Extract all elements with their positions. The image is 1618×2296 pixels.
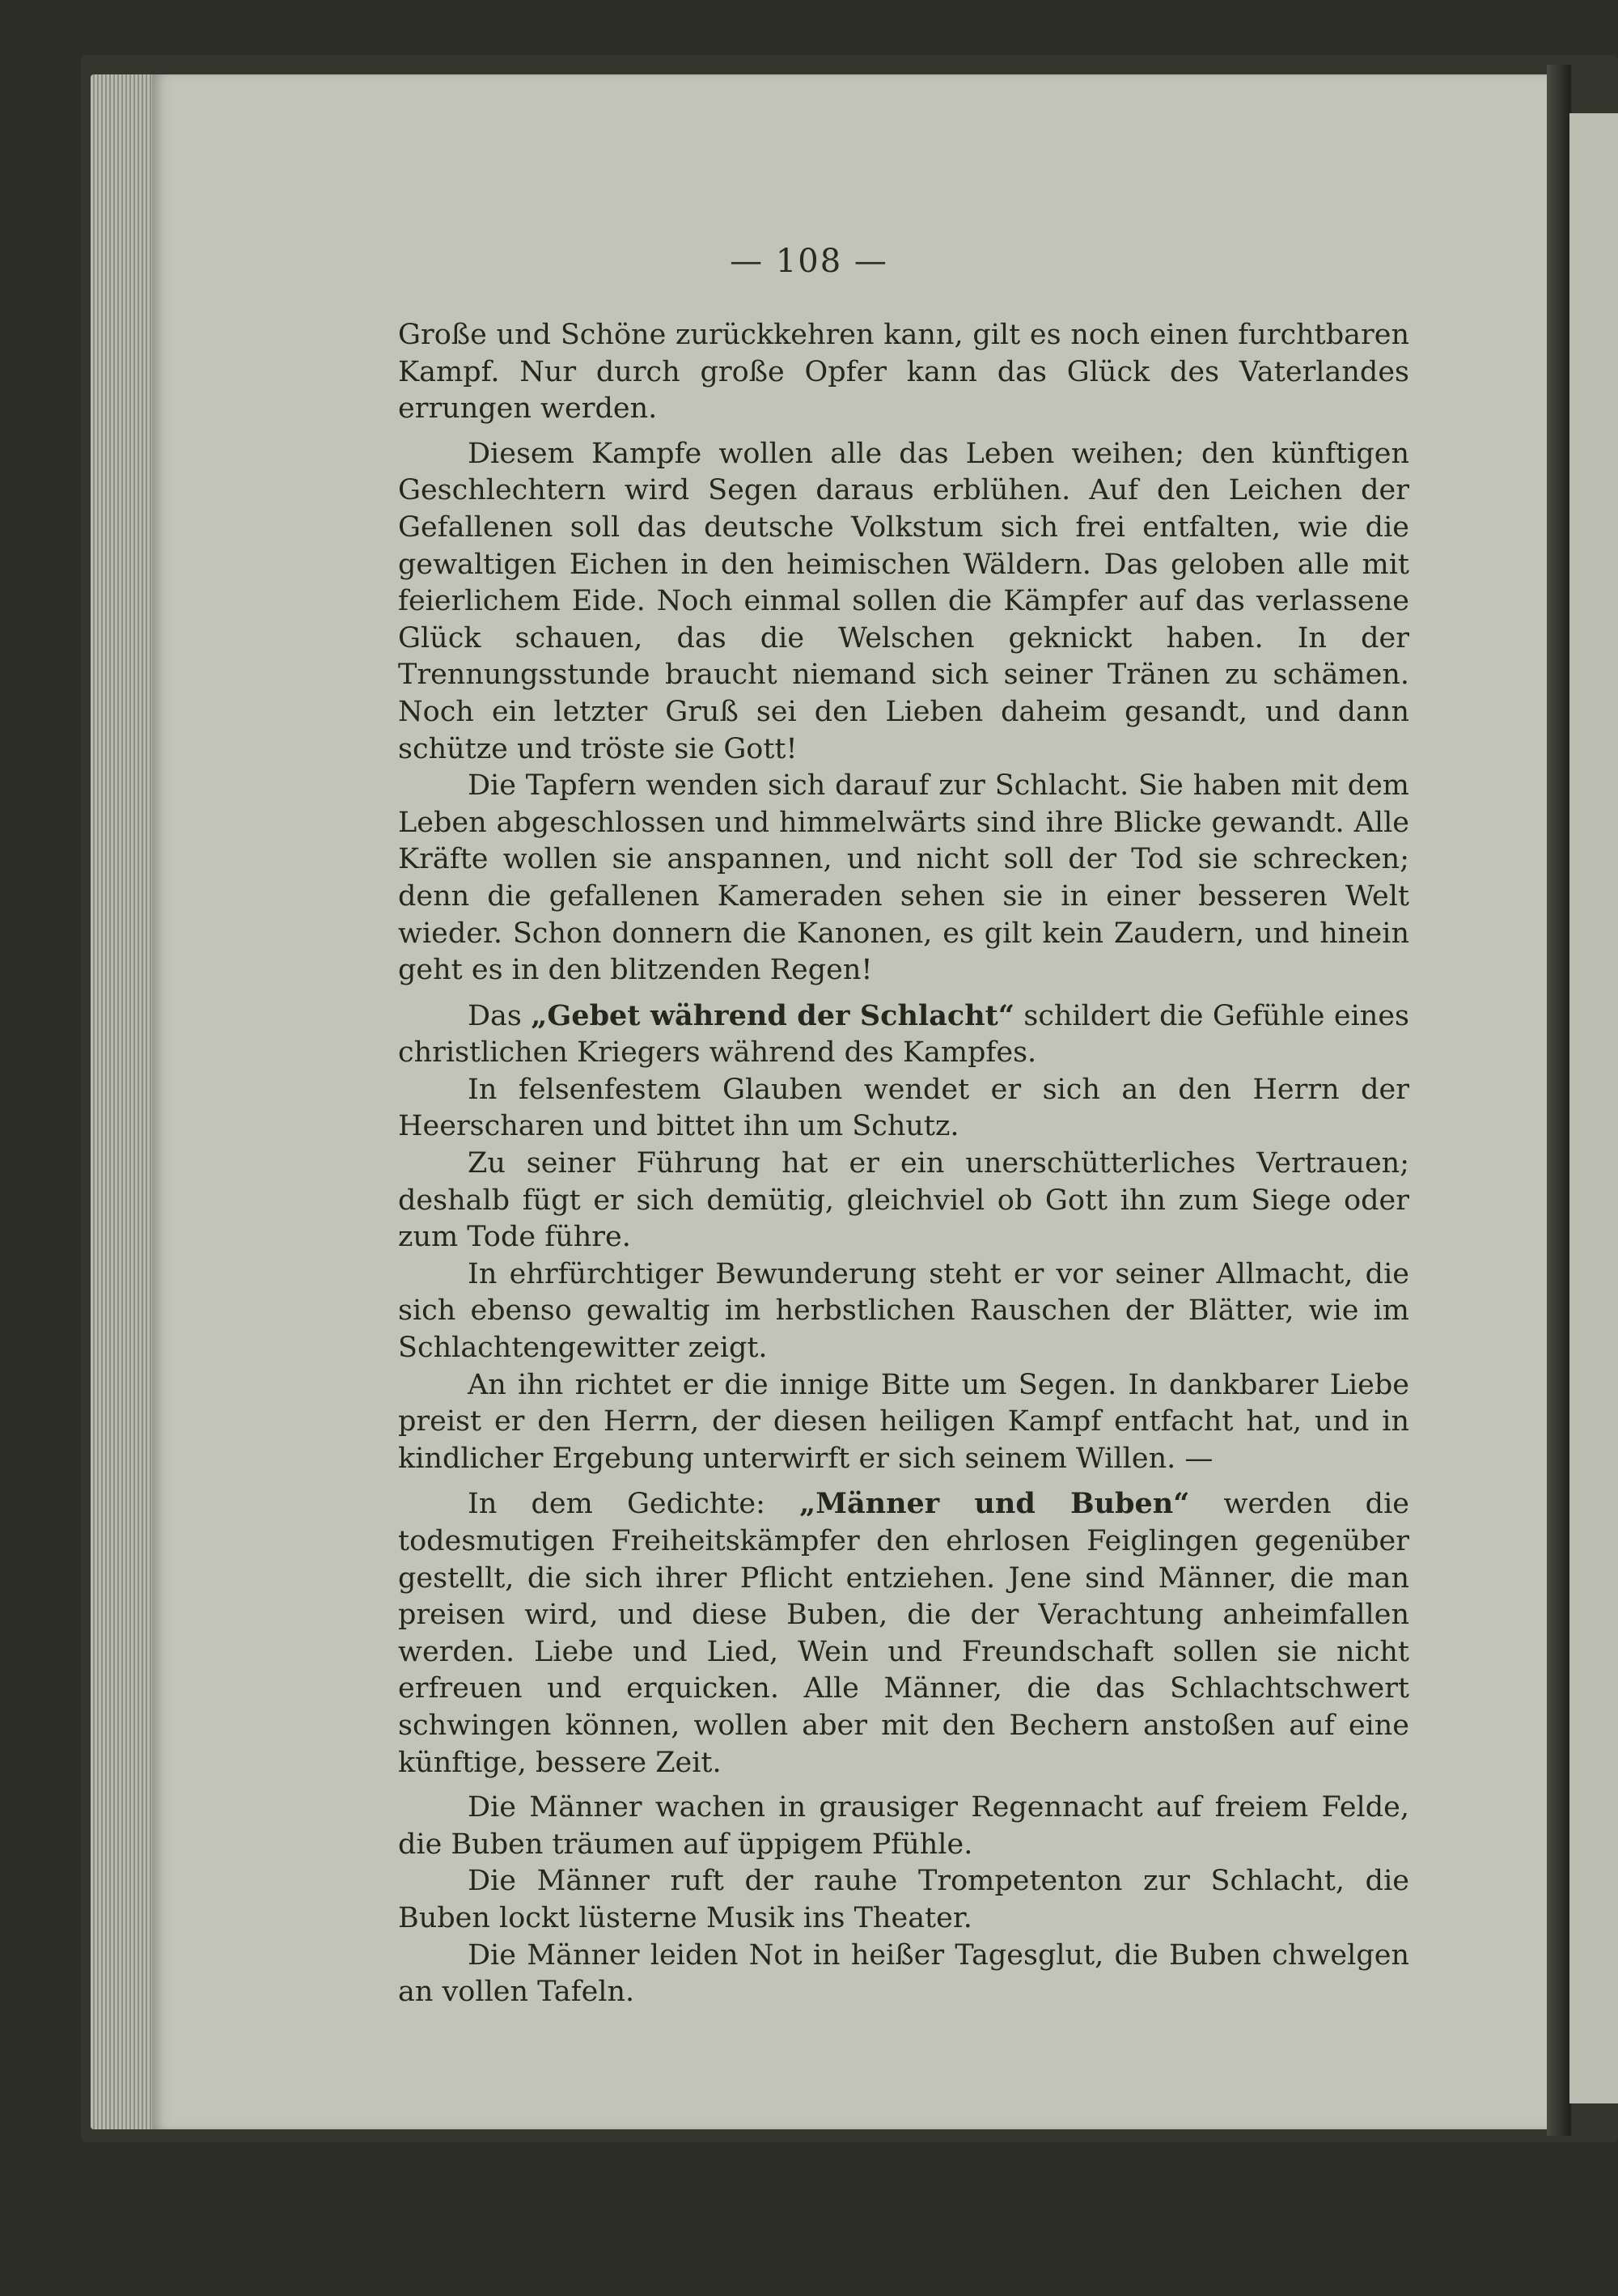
paragraph-9-rest: werden die todesmutigen Freiheitskämpfer den ehrlosen Feiglingen gegenüber gestellt, die sich ihrer Pflicht entziehen. Jene sind Männer, die man preisen wird, und diese Buben, die der Verachtung anheimfallen werden. Liebe und Lied, Wein und Freundschaft sollen sie nicht erfreuen und erquicken. Alle Männer, die das Schlachtschwert schwingen können, wollen aber mit den Bechern anstoßen auf eine künftige, bessere Zeit. [398, 1488, 1409, 1779]
paragraph-5: In felsenfestem Glauben wendet er sich an den Herrn der Heerscharen und bittet ihn um Schutz. [398, 1073, 1409, 1143]
paragraph-3: Die Tapfern wenden sich darauf zur Schlacht. Sie haben mit dem Leben abgeschlossen und himmelwärts sind ihre Blicke gewandt. Alle Kräfte wollen sie anspannen, und nicht soll der Tod sie schrecken; denn die gefallenen Kameraden sehen sie in einer besseren Welt wieder. Schon donnern die Kanonen, es gilt kein Zaudern, und hinein geht es in den blitzenden Regen! [398, 769, 1409, 987]
poem-title-gebet: „Gebet während der Schlacht“ [531, 998, 1014, 1032]
paragraph-6: Zu seiner Führung hat er ein unerschütterliches Vertrauen; deshalb fügt er sich demütig, gleichviel ob Gott ihn zum Siege oder zum Tode führe. [398, 1147, 1409, 1254]
page-edges [91, 74, 155, 2129]
paragraph-12: Die Männer leiden Not in heißer Tagesglut, die Buben chwelgen an vollen Tafeln. [398, 1938, 1409, 2009]
paragraph-2: Diesem Kampfe wollen alle das Leben weihen; den künftigen Geschlechtern wird Segen daraus erblühen. Auf den Leichen der Gefallenen soll das deutsche Volkstum sich frei entfalten, wie die gewaltigen Eichen in den heimischen Wäldern. Das geloben alle mit feierlichem Eide. Noch einmal sollen die Kämpfer auf das verlassene Glück schauen, das die Welschen geknickt haben. In der Trennungsstunde braucht niemand sich seiner Tränen zu schämen. Noch ein letzter Gruß sei den Lieben daheim gesandt, und dann schütze und tröste sie Gott! [398, 437, 1409, 765]
paragraph-4 [398, 998, 1409, 1072]
paragraph-4-lead: Das [468, 999, 532, 1032]
paragraph-10: Die Männer wachen in grausiger Regennacht auf freiem Felde, die Buben träumen auf üppigem Pfühle. [398, 1791, 1409, 1861]
body-text [398, 317, 1409, 2011]
paragraph-8: An ihn richtet er die innige Bitte um Segen. In dankbarer Liebe preist er den Herrn, der diesen heiligen Kampf entfacht hat, und in kindlicher Ergebung unterwirft er sich seinem Willen. — [398, 1368, 1409, 1475]
paragraph-1: Große und Schöne zurückkehren kann, gilt es noch einen furchtbaren Kampf. Nur durch große Opfer kann das Glück des Vaterlandes errungen werden. [398, 319, 1409, 426]
paragraph-7: In ehrfürchtiger Bewunderung steht er vor seiner Allmacht, die sich ebenso gewaltig im herbstlichen Rauschen der Blätter, wie im Schlachtengewitter zeigt. [398, 1257, 1409, 1365]
book-gutter [1547, 65, 1571, 2136]
paragraph-4-rest: schildert die Gefühle eines christlichen Kriegers während des Kampfes. [398, 999, 1409, 1070]
paragraph-11: Die Männer ruft der rauhe Trompetenton zur Schlacht, die Buben lockt lüsterne Musik ins Theater. [398, 1865, 1409, 1934]
paragraph-9-lead: In dem Gedichte: [468, 1488, 800, 1521]
facing-page-edge [1569, 113, 1618, 2103]
paragraph-9 [398, 1485, 1409, 1781]
poem-title-maenner: „Männer und Buben“ [799, 1487, 1190, 1521]
page-number: — 108 — [730, 243, 888, 280]
